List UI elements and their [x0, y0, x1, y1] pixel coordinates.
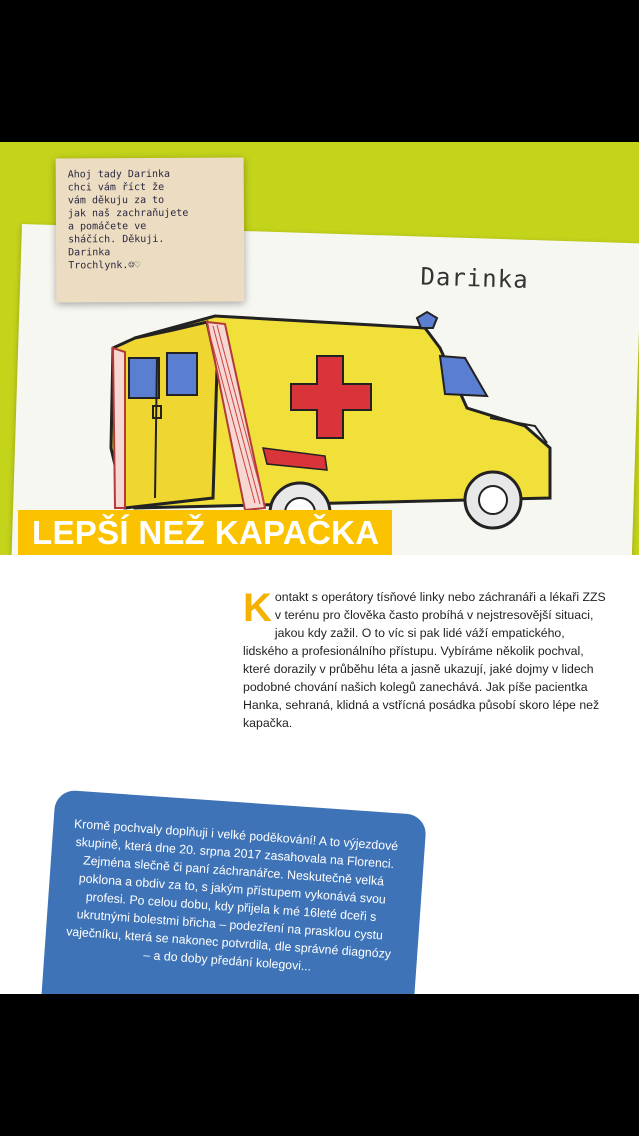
testimonial-box	[37, 789, 427, 994]
hero-image	[0, 142, 639, 555]
drawing-signature: Darinka	[420, 262, 530, 294]
note-line: Ahoj tady Darinka	[67, 168, 171, 181]
article-intro	[243, 588, 613, 732]
note-line: a pomáčete ve	[67, 221, 147, 233]
article-title: LEPŠÍ NEŽ KAPAČKA	[32, 514, 380, 551]
thank-you-note	[56, 158, 245, 303]
note-line: jak naš zachraňujete	[67, 207, 189, 220]
note-line: vám děkuju za to	[67, 194, 165, 207]
intro-paragraph: ontakt s operátory tísňové linky nebo záchranáři a lékaři ZZS v terénu pro člověka často probíhá v nejstresovější situaci, jakou kdy zažil. O to víc si pak lidé váží empatického, lidského a profesionálního přístupu. Vybíráme několik pochval, které dorazily v průběhu léta a jasně ukazují, jaké dojmy v lidech podobné chování našich kolegů zanechává. Jak píše pacientka Hanka, sehraná, klidná a vstřícná posádka působí skoro lépe než kapačka.	[243, 590, 606, 730]
note-line: sháčích. Děkuji.	[68, 233, 165, 246]
note-line: chci vám říct že	[67, 181, 165, 194]
article-title-bar	[18, 510, 392, 555]
note-line: Trochlynk.☺♡	[68, 260, 141, 272]
magazine-page	[0, 142, 639, 994]
drop-cap: K	[243, 586, 272, 630]
note-line: Darinka	[68, 247, 111, 259]
testimonial-text: Kromě pochvaly doplňuji i velké poděkování! A to výjezdové skupině, která dne 20. srpna 2017 zasahovala na Florenci. Zejména slečně či paní záchranářce. Neskutečně velká poklona a obdiv za to, s jakým přístupem vykonává svou profesi. Po celou dobu, kdy přijela k mé 16leté dceři s ukrutnými bolestmi břicha – podezření na prasklou cystu vaječníku, která se nakonec potvrdila, dle správné diagnózy – a do doby předání kolegovi...	[65, 816, 399, 974]
